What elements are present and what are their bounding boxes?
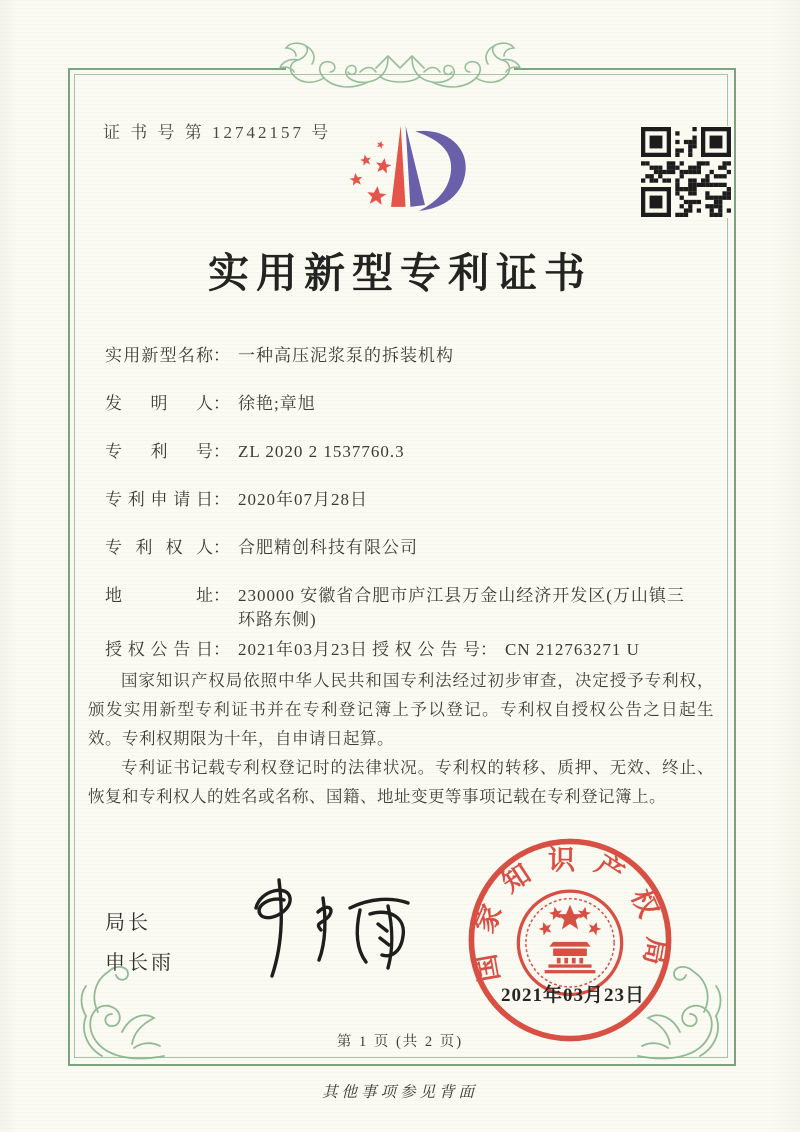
field-row-address: 地址 ： 230000 安徽省合肥市庐江县万金山经济开发区(万山镇三环路东侧) <box>105 584 715 632</box>
field-value: ZL 2020 2 1537760.3 <box>238 442 405 461</box>
legal-paragraph-1: 国家知识产权局依照中华人民共和国专利法经过初步审查，决定授予专利权，颁发实用新型专利证书并在专利登记簿上予以登记。专利权自授权公告之日起生效。专利权期限为十年，自申请日起算。 <box>88 671 714 748</box>
official-seal <box>462 832 678 1048</box>
field-label: 专利申请日 <box>105 490 213 509</box>
legal-text <box>88 666 714 811</box>
field-label: 实用新型名称 <box>105 346 213 365</box>
national-emblem-icon <box>518 891 621 994</box>
field-value: 合肥精创科技有限公司 <box>238 538 418 557</box>
field-row: 专利申请日： 2020年07月28日 <box>105 488 715 512</box>
signer-name: 申长雨 <box>105 952 174 974</box>
field-label: 专利权人 <box>105 538 213 557</box>
certificate-number: 证 书 号 第 12742157 号 <box>103 123 332 142</box>
grant-row <box>105 638 715 662</box>
seal-date: 2021年03月23日 <box>500 985 645 1006</box>
signer-title: 局长 <box>105 912 151 934</box>
field-value: 一种高压泥浆泵的拆装机构 <box>238 346 454 365</box>
footer-note: 其他事项参见背面 <box>321 1084 478 1101</box>
field-value: 230000 安徽省合肥市庐江县万金山经济开发区(万山镇三环路东侧) <box>238 586 685 629</box>
field-label: 地址 <box>105 586 213 605</box>
grant-date-value: 2021年03月23日 <box>238 640 368 659</box>
field-value: 2020年07月28日 <box>238 490 368 509</box>
seal-ring-text: 国家知识产权局 <box>466 843 674 985</box>
grant-date-label: 授权公告日 <box>105 640 213 659</box>
grant-number-label: 授权公告号 <box>372 640 480 659</box>
signature-handwriting <box>222 872 412 980</box>
signer-block <box>105 903 174 983</box>
grant-date-pair: 授权公告日： 2021年03月23日 <box>105 640 368 659</box>
qr-code <box>640 126 732 218</box>
grant-number-value: CN 212763271 U <box>505 640 640 659</box>
field-row: 专利号： ZL 2020 2 1537760.3 <box>105 440 715 464</box>
legal-paragraph-2: 专利证书记载专利权登记时的法律状况。专利权的转移、质押、无效、终止、恢复和专利权人的姓名或名称、国籍、地址变更等事项记载在专利登记簿上。 <box>88 758 714 806</box>
field-row: 专利权人： 合肥精创科技有限公司 <box>105 536 715 560</box>
page-title: 实用新型专利证书 <box>208 250 592 296</box>
field-row: 实用新型名称： 一种高压泥浆泵的拆装机构 <box>105 344 715 368</box>
grant-number-pair: 授权公告号： CN 212763271 U <box>372 638 640 662</box>
field-value: 徐艳;章旭 <box>238 394 316 413</box>
field-row: 发明人： 徐艳;章旭 <box>105 392 715 416</box>
fields-block <box>105 344 715 686</box>
page-indicator: 第 1 页 (共 2 页) <box>336 1034 464 1050</box>
field-label: 专利号 <box>105 442 213 461</box>
top-ornament <box>276 38 524 100</box>
field-label: 发明人 <box>105 394 213 413</box>
cnipa-logo-icon <box>330 110 485 234</box>
